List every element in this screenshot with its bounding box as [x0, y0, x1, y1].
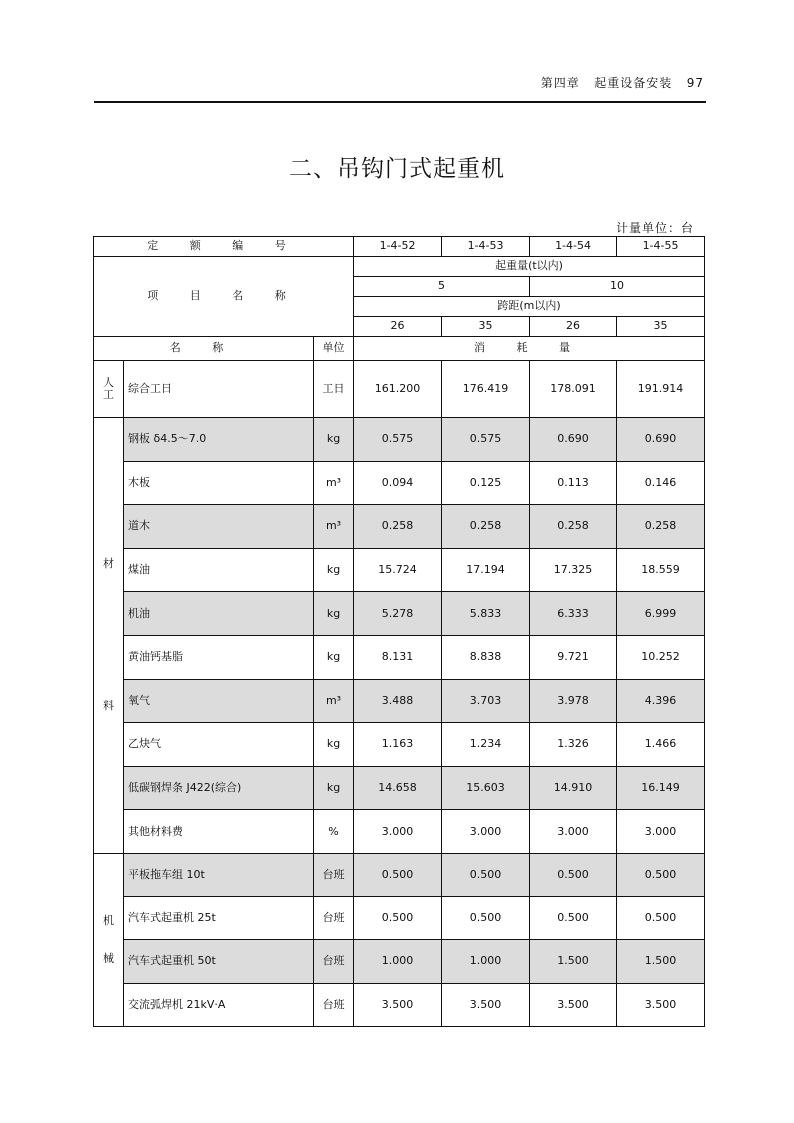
- item-value: 0.575: [354, 418, 442, 462]
- item-name: 交流弧焊机 21kV·A: [124, 983, 314, 1026]
- item-value: 0.258: [442, 505, 530, 549]
- item-value: 0.258: [617, 505, 705, 549]
- table-row: [94, 679, 705, 723]
- section-label: 起重设备安装: [594, 76, 673, 90]
- item-unit: %: [314, 810, 354, 854]
- item-value: 0.690: [530, 418, 617, 462]
- item-value: 14.658: [354, 766, 442, 810]
- item-name: 其他材料费: [124, 810, 314, 854]
- col-name-header: 名 称: [94, 337, 314, 361]
- labor-value: 178.091: [530, 361, 617, 418]
- item-value: 10.252: [617, 635, 705, 679]
- item-name: 氧气: [124, 679, 314, 723]
- item-unit: kg: [314, 723, 354, 767]
- table-row: [94, 418, 705, 462]
- item-unit: m³: [314, 505, 354, 549]
- item-name: 道木: [124, 505, 314, 549]
- item-value: 5.278: [354, 592, 442, 636]
- item-value: 6.333: [530, 592, 617, 636]
- span-value: 26: [354, 317, 442, 337]
- item-value: 14.910: [530, 766, 617, 810]
- item-value: 0.500: [617, 853, 705, 896]
- item-unit: 台班: [314, 940, 354, 983]
- item-value: 0.146: [617, 461, 705, 505]
- item-value: 0.094: [354, 461, 442, 505]
- item-value: 16.149: [617, 766, 705, 810]
- item-value: 0.258: [530, 505, 617, 549]
- item-unit: 台班: [314, 853, 354, 896]
- col-consumption-header: 消 耗 量: [354, 337, 705, 361]
- item-name: 平板拖车组 10t: [124, 853, 314, 896]
- materials-section: [94, 418, 705, 854]
- item-value: 0.500: [530, 897, 617, 940]
- labor-value: 161.200: [354, 361, 442, 418]
- capacity-value: 5: [354, 277, 530, 297]
- item-value: 15.724: [354, 548, 442, 592]
- item-value: 0.258: [354, 505, 442, 549]
- item-value: 8.131: [354, 635, 442, 679]
- table-row: [94, 635, 705, 679]
- item-value: 3.000: [530, 810, 617, 854]
- page-number: 97: [686, 76, 704, 90]
- col-unit-header: 单位: [314, 337, 354, 361]
- table-row: [94, 810, 705, 854]
- item-value: 0.125: [442, 461, 530, 505]
- item-value: 17.194: [442, 548, 530, 592]
- item-value: 0.690: [617, 418, 705, 462]
- item-value: 15.603: [442, 766, 530, 810]
- item-value: 3.703: [442, 679, 530, 723]
- item-value: 3.500: [354, 983, 442, 1026]
- item-value: 4.396: [617, 679, 705, 723]
- table-row: [94, 461, 705, 505]
- table-row: [94, 592, 705, 636]
- item-value: 0.500: [354, 897, 442, 940]
- item-name: 木板: [124, 461, 314, 505]
- item-unit: 台班: [314, 897, 354, 940]
- header-rule: [94, 101, 706, 103]
- page-header: [94, 74, 704, 100]
- code-cell: 1-4-52: [354, 237, 442, 257]
- item-name-label: 项 目 名 称: [94, 257, 354, 337]
- item-value: 9.721: [530, 635, 617, 679]
- span-value: 35: [442, 317, 530, 337]
- table-row: [94, 983, 705, 1026]
- item-value: 3.000: [442, 810, 530, 854]
- span-value: 26: [530, 317, 617, 337]
- item-unit: m³: [314, 461, 354, 505]
- item-value: 0.500: [530, 853, 617, 896]
- item-value: 1.163: [354, 723, 442, 767]
- item-value: 1.234: [442, 723, 530, 767]
- span-value: 35: [617, 317, 705, 337]
- item-value: 1.466: [617, 723, 705, 767]
- item-value: 18.559: [617, 548, 705, 592]
- item-unit: m³: [314, 679, 354, 723]
- span-label: 跨距(m以内): [354, 297, 705, 317]
- item-unit: 台班: [314, 983, 354, 1026]
- item-name: 汽车式起重机 25t: [124, 897, 314, 940]
- table-row: [94, 548, 705, 592]
- item-value: 3.000: [354, 810, 442, 854]
- table-row: [94, 505, 705, 549]
- quota-no-label: 定 额 编 号: [94, 237, 354, 257]
- capacity-label: 起重量(t以内): [354, 257, 705, 277]
- item-value: 5.833: [442, 592, 530, 636]
- capacity-value: 10: [530, 277, 705, 297]
- item-value: 1.500: [530, 940, 617, 983]
- item-value: 3.978: [530, 679, 617, 723]
- category-materials: 材 料: [94, 418, 124, 854]
- item-value: 1.000: [442, 940, 530, 983]
- code-cell: 1-4-54: [530, 237, 617, 257]
- item-value: 3.500: [530, 983, 617, 1026]
- item-value: 0.575: [442, 418, 530, 462]
- item-name: 乙炔气: [124, 723, 314, 767]
- chapter-label: 第四章: [540, 76, 580, 90]
- item-value: 0.113: [530, 461, 617, 505]
- item-name: 黄油钙基脂: [124, 635, 314, 679]
- item-unit: kg: [314, 548, 354, 592]
- table-row: [94, 940, 705, 983]
- item-value: 6.999: [617, 592, 705, 636]
- code-cell: 1-4-55: [617, 237, 705, 257]
- table-row: [94, 897, 705, 940]
- table-row: [94, 853, 705, 896]
- item-value: 17.325: [530, 548, 617, 592]
- labor-value: 191.914: [617, 361, 705, 418]
- labor-unit: 工日: [314, 361, 354, 418]
- item-value: 3.500: [617, 983, 705, 1026]
- item-value: 3.488: [354, 679, 442, 723]
- code-cell: 1-4-53: [442, 237, 530, 257]
- item-value: 0.500: [442, 897, 530, 940]
- item-value: 1.500: [617, 940, 705, 983]
- item-value: 1.000: [354, 940, 442, 983]
- table-row: [94, 723, 705, 767]
- quota-table: [93, 236, 705, 1027]
- item-value: 3.000: [617, 810, 705, 854]
- item-value: 0.500: [617, 897, 705, 940]
- category-machines: 机 械: [94, 853, 124, 1026]
- labor-value: 176.419: [442, 361, 530, 418]
- item-name: 汽车式起重机 50t: [124, 940, 314, 983]
- item-unit: kg: [314, 418, 354, 462]
- item-value: 0.500: [442, 853, 530, 896]
- item-value: 3.500: [442, 983, 530, 1026]
- item-name: 钢板 δ4.5～7.0: [124, 418, 314, 462]
- item-value: 1.326: [530, 723, 617, 767]
- unit-note: 计量单位：台: [615, 221, 694, 235]
- category-labor: 人 工: [94, 361, 124, 418]
- table-row: [94, 766, 705, 810]
- machines-section: [94, 853, 705, 1026]
- item-name: 机油: [124, 592, 314, 636]
- item-unit: kg: [314, 592, 354, 636]
- item-name: 低碳钢焊条 J422(综合): [124, 766, 314, 810]
- item-name: 煤油: [124, 548, 314, 592]
- item-unit: kg: [314, 766, 354, 810]
- page-title: 二、吊钩门式起重机: [289, 156, 505, 182]
- item-value: 8.838: [442, 635, 530, 679]
- labor-name: 综合工日: [124, 361, 314, 418]
- item-unit: kg: [314, 635, 354, 679]
- item-value: 0.500: [354, 853, 442, 896]
